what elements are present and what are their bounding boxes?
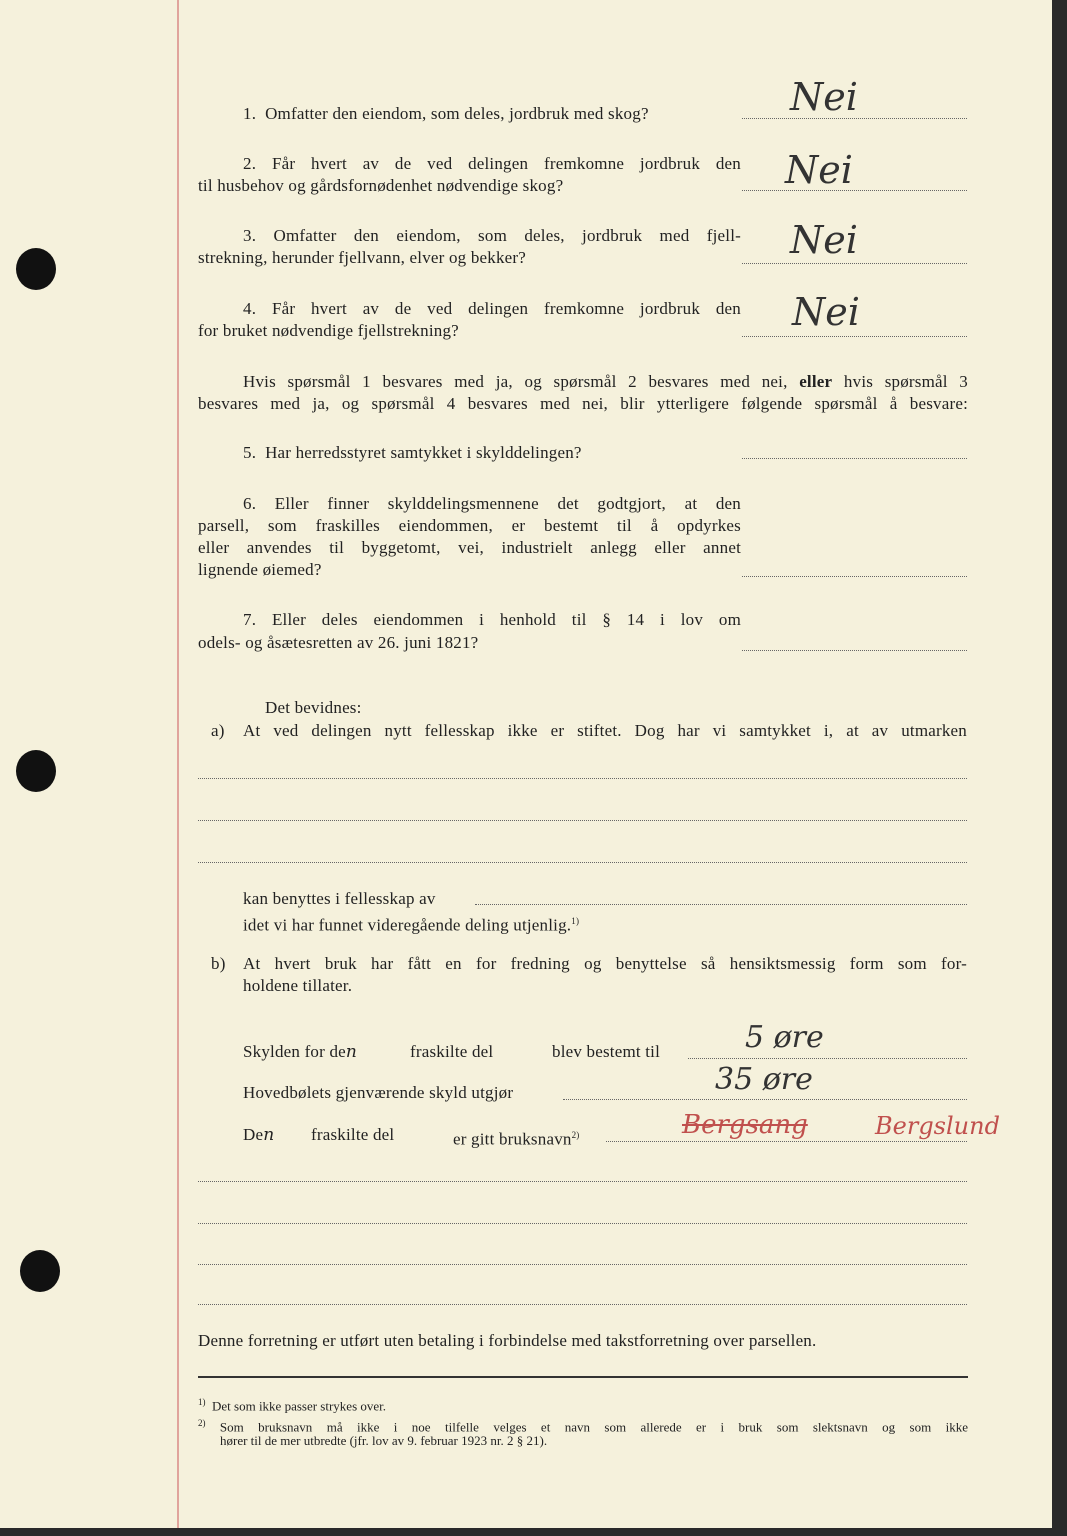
- question-text: Omfatter den eiendom, som deles, jordbruk med skog?: [265, 104, 649, 123]
- footnote-ref: 2): [571, 1130, 580, 1140]
- footnote-text: Det som ikke passer strykes over.: [212, 1398, 387, 1414]
- question-6-line2: parsell, som fraskilles eiendommen, er bestemt til å opdyrkes: [198, 516, 741, 535]
- question-6-line4: lignende øiemed?: [198, 560, 322, 579]
- question-text: Eller deles eiendommen i henhold til § 14 i lov om: [271, 610, 741, 629]
- question-2-line2: til husbehov og gårdsfornødenhet nødvendige skog?: [198, 176, 564, 195]
- question-text: Får hvert av de ved delingen fremkomne jordbruk den: [271, 299, 741, 318]
- blank-line: [198, 1304, 967, 1305]
- item-b-label: b): [211, 954, 226, 973]
- question-3-line2: strekning, herunder fjellvann, elver og bekker?: [198, 248, 527, 267]
- question-number: 3.: [243, 226, 257, 245]
- question-7-line1: [198, 609, 741, 631]
- answer-line: [563, 1099, 967, 1100]
- answer-1: Nei: [790, 75, 858, 119]
- question-number: 4.: [243, 299, 257, 318]
- navn-label-text: er gitt bruksnavn: [453, 1129, 572, 1149]
- conditional-text: hvis spørsmål 3: [843, 372, 969, 391]
- answer-3: Nei: [790, 218, 858, 262]
- handwritten-n: n: [263, 1125, 275, 1145]
- question-2-line1: [198, 153, 741, 175]
- footnote-rule: [198, 1376, 968, 1378]
- footnote-text: Som bruksnavn må ikke i noe tilfelle velges et navn som allerede er i bruk som slektsnavn og som ikke: [219, 1419, 968, 1435]
- navn-label-de: De: [243, 1125, 264, 1144]
- handwritten-n: n: [345, 1042, 358, 1062]
- blank-line: [475, 904, 967, 905]
- punch-hole: [20, 1250, 60, 1292]
- punch-hole: [16, 750, 56, 792]
- question-number: 5.: [243, 443, 257, 462]
- skyld-label-a: Skylden for de: [243, 1042, 346, 1061]
- question-1: [243, 103, 649, 125]
- item-b-line2: holdene tillater.: [243, 976, 353, 995]
- certification-heading: Det bevidnes:: [265, 698, 362, 717]
- answer-line: [742, 263, 967, 264]
- question-7-line2: odels- og åsætesretten av 26. juni 1821?: [198, 633, 479, 652]
- question-3-line1: [198, 225, 741, 247]
- skyld-label: [243, 1041, 357, 1063]
- blank-line: [198, 1181, 967, 1182]
- footnote-2-line2: hører til de mer utbredte (jfr. lov av 9. februar 1923 nr. 2 § 21).: [220, 1433, 548, 1448]
- punch-hole: [16, 248, 56, 290]
- footnote-ref: 1): [571, 916, 580, 926]
- idet-line: [243, 910, 579, 937]
- answer-line: [606, 1141, 967, 1142]
- skyld-label-b: fraskilte del: [410, 1042, 494, 1061]
- blank-line: [198, 1264, 967, 1265]
- hoved-label: Hovedbølets gjenværende skyld utgjør: [243, 1083, 514, 1102]
- question-4-line2: for bruket nødvendige fjellstrekning?: [198, 321, 459, 340]
- item-b-line1: At hvert bruk har fått en for fredning og benyttelse så hensiktsmessig form som for-: [243, 954, 967, 973]
- bruksnavn-value: Bergslund: [875, 1112, 1000, 1140]
- question-text: Har herredsstyret samtykket i skylddelingen?: [265, 443, 582, 462]
- answer-line: [742, 650, 967, 651]
- skyld-value: 5 øre: [745, 1020, 824, 1055]
- conditional-line1: [198, 371, 968, 393]
- navn-label-b: fraskilte del: [311, 1125, 395, 1144]
- question-number: 7.: [243, 610, 257, 629]
- hoved-value: 35 øre: [715, 1062, 813, 1097]
- question-5: [243, 442, 582, 464]
- question-6-line1: [198, 493, 741, 515]
- footnote-1: [198, 1393, 386, 1415]
- answer-line: [688, 1058, 967, 1059]
- item-a-label: a): [211, 721, 225, 740]
- question-4-line1: [198, 298, 741, 320]
- conditional-bold: eller: [799, 372, 833, 391]
- margin-line: [177, 0, 179, 1528]
- bruksnavn-struck: Bergsang: [682, 1110, 808, 1140]
- navn-label-c: [453, 1124, 580, 1151]
- blank-line: [198, 778, 967, 779]
- answer-line: [742, 458, 967, 459]
- footnote-ref: 2): [198, 1418, 206, 1428]
- item-a-text: At ved delingen nytt fellesskap ikke er stiftet. Dog har vi samtykket i, at av utmarken: [243, 721, 967, 740]
- answer-line: [742, 336, 967, 337]
- question-text: Eller finner skylddelingsmennene det godtgjort, at den: [274, 494, 741, 513]
- footnote-ref: 1): [198, 1397, 206, 1407]
- skyld-label-c: blev bestemt til: [552, 1042, 661, 1061]
- answer-line: [742, 576, 967, 577]
- kan-text: kan benyttes i fellesskap av: [243, 889, 436, 908]
- question-text: Omfatter den eiendom, som deles, jordbruk med fjell-: [273, 226, 742, 245]
- blank-line: [198, 862, 967, 863]
- question-number: 1.: [243, 104, 257, 123]
- answer-4: Nei: [792, 290, 860, 334]
- blank-line: [198, 820, 967, 821]
- conditional-text: Hvis spørsmål 1 besvares med ja, og spørsmål 2 besvares med nei,: [243, 372, 788, 391]
- answer-2: Nei: [785, 148, 853, 192]
- question-text: Får hvert av de ved delingen fremkomne jordbruk den: [271, 154, 741, 173]
- answer-line: [742, 190, 967, 191]
- question-number: 6.: [243, 494, 257, 513]
- blank-line: [198, 1223, 967, 1224]
- closing-statement: Denne forretning er utført uten betaling i forbindelse med takstforretning over parsellen.: [198, 1331, 817, 1350]
- navn-label-a: [243, 1124, 274, 1146]
- question-number: 2.: [243, 154, 257, 173]
- conditional-line2: besvares med ja, og spørsmål 4 besvares med nei, blir ytterligere følgende spørsmål å besvare:: [198, 394, 968, 413]
- question-6-line3: eller anvendes til byggetomt, vei, industrielt anlegg eller annet: [198, 538, 741, 557]
- idet-text: idet vi har funnet videregående deling utjenlig.: [243, 915, 572, 935]
